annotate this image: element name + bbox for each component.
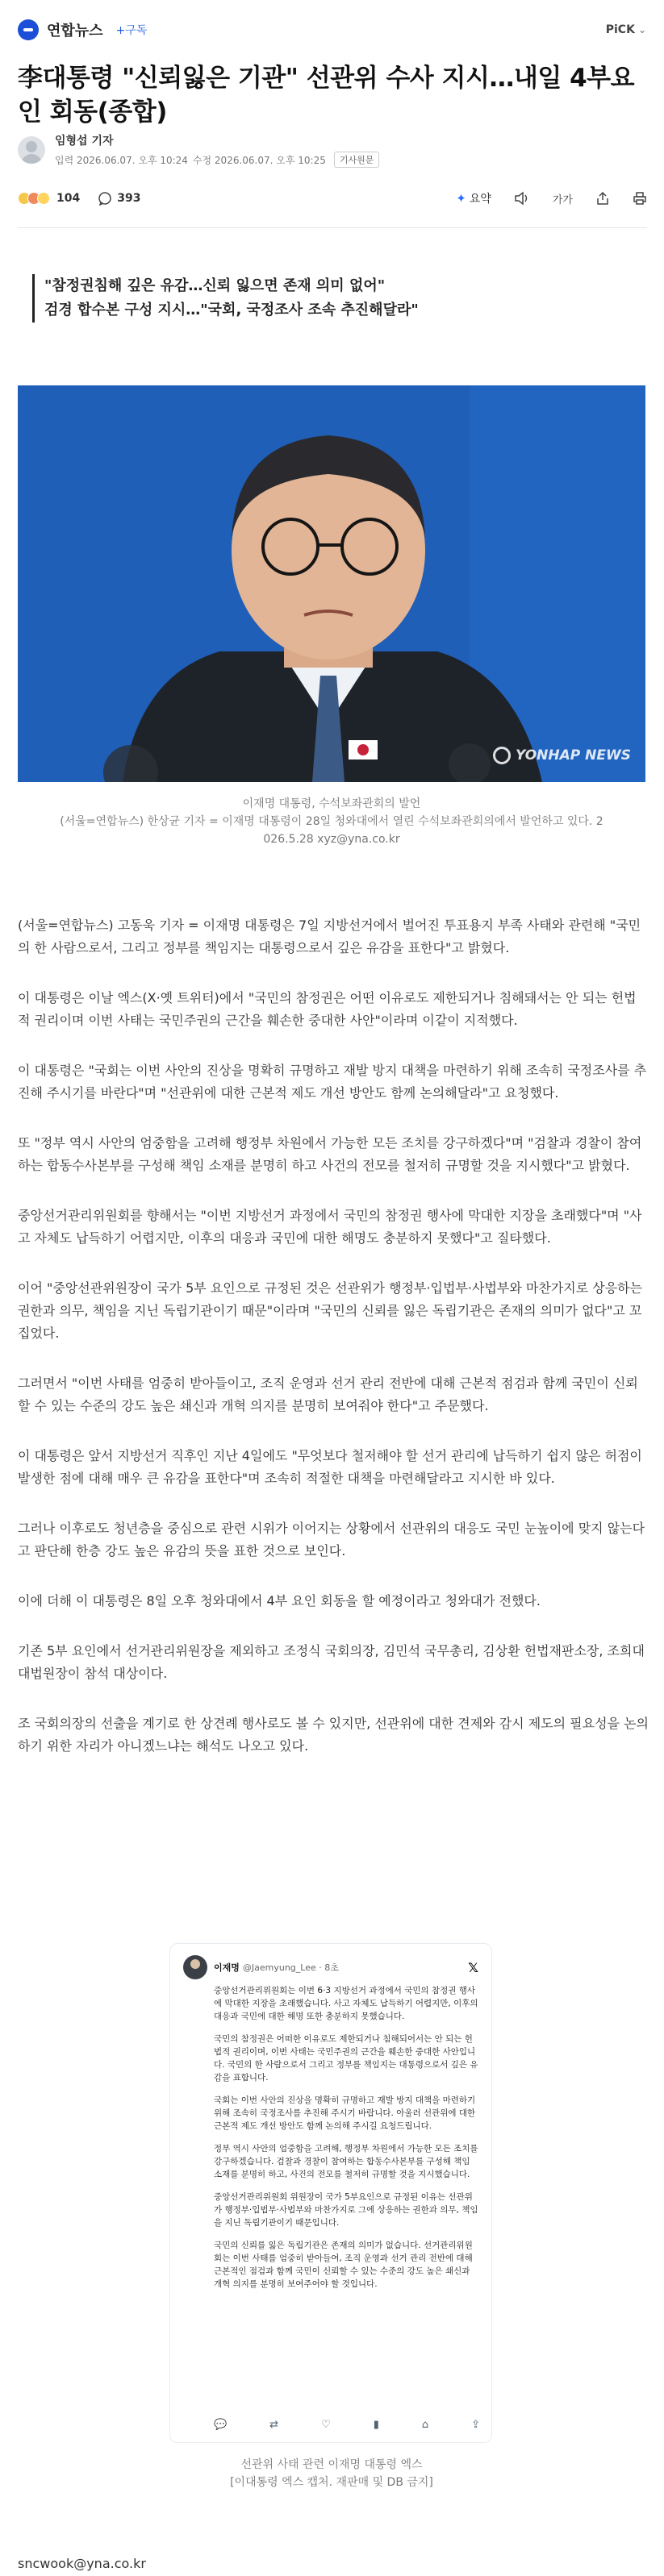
tweet-paragraph: 국회는 이번 사안의 진상을 명확히 규명하고 재발 방지 대책을 마련하기 위해 조속히 국정조사를 추진해 주시기 바랍니다. 아울러 선관위에 대한 근본적 제도 개선 방안도 함께 논의해 주시길 요청드립니다.	[214, 2095, 476, 2131]
subheading-2: 검경 합수본 구성 지시…"국회, 국정조사 조속 추진해달라"	[44, 302, 419, 318]
article-body	[18, 914, 649, 1785]
action-bar	[18, 182, 647, 214]
paragraph: 조 국회의장의 선출을 계기로 한 상견례 행사로도 볼 수 있지만, 선관위에 대한 견제와 감시 제도의 필요성을 논의하기 위한 자리가 아니겠느냐는 해석도 나오고 있다.	[18, 1716, 649, 1754]
tweet-paragraph: 중앙선거관리위원회는 이번 6·3 지방선거 과정에서 국민의 참정권 행사에 막대한 지장을 초래했습니다. 사고 자체도 납득하기 어렵지만, 이후의 대응과 국민에 대한 해명 또한 충분하지 못했습니다.	[214, 1986, 478, 2021]
paragraph: (서울=연합뉴스) 고동욱 기자 = 이재명 대통령은 7일 지방선거에서 벌어진 투표용지 부족 사태와 관련해 "국민의 한 사람으로서, 그리고 정부를 책임지는 대통령으로서 깊은 유감을 표한다"고 밝혔다.	[18, 918, 641, 955]
tweet-author-name: 이재명	[214, 1962, 240, 1973]
press-name[interactable]: 연합뉴스	[47, 23, 103, 40]
comment-icon	[98, 191, 112, 206]
photo-caption-title: 이재명 대통령, 수석보좌관회의 발언	[242, 797, 421, 810]
retweet-icon: ⇄	[269, 2419, 279, 2431]
president-portrait-image	[18, 385, 645, 782]
tweet-share-icon: ⇪	[471, 2419, 480, 2431]
tweet-paragraph: 국민의 신뢰를 잃은 독립기관은 존재의 의미가 없습니다. 선거관리위원회는 이번 사태를 엄중히 받아들여, 조직 운영과 선거 관리 전반에 대해 근본적인 점검과 함께 국민이 신뢰할 수 있는 수준의 강도 높은 쇄신과 개혁 의지를 분명히 보여주어야 할 것입니다.	[214, 2241, 473, 2289]
tweet-caption-line2: [이대통령 엑스 캡처. 재판매 및 DB 금지]	[230, 2476, 433, 2489]
paragraph: 이 대통령은 "국회는 이번 사안의 진상을 명확히 규명하고 재발 방지 대책을 마련하기 위해 조속히 국정조사를 추진해 주시기를 바란다"며 "선관위에 대한 근본적 제도 개선 방안도 함께 논의해달라"고 요청했다.	[18, 1063, 647, 1101]
share-icon[interactable]	[595, 191, 610, 206]
tweet-caption	[18, 2456, 645, 2491]
sparkle-icon: ✦	[456, 191, 466, 206]
article-photo[interactable]	[18, 385, 645, 782]
paragraph: 또 "정부 역시 사안의 엄중함을 고려해 행정부 차원에서 가능한 모든 조치를 강구하겠다"며 "검찰과 경찰이 참여하는 합동수사본부를 구성해 책임 소재를 분명히 하고 사건의 전모를 철저히 규명할 것을 지시했다"고 밝혔다.	[18, 1135, 642, 1173]
comment-count: 393	[117, 192, 141, 205]
reporter-name[interactable]: 임형섭 기자	[55, 135, 114, 148]
watermark-logo-icon	[493, 747, 511, 764]
header-divider	[18, 227, 647, 228]
top-bar	[0, 0, 664, 60]
paragraph: 이 대통령은 이날 엑스(X·옛 트위터)에서 "국민의 참정권은 어떤 이유로도 제한되거나 침해돼서는 안 되는 헌법적 권리이며 이번 사태는 국민주권의 근간을 훼손한 중대한 사안"이라며 이같이 지적했다.	[18, 990, 637, 1028]
bookmark-icon: ⌂	[421, 2419, 429, 2431]
reaction-count: 104	[56, 192, 81, 205]
paragraph: 이에 더해 이 대통령은 8일 오후 청와대에서 4부 요인 회동을 할 예정이라고 청와대가 전했다.	[18, 1593, 541, 1608]
input-time: 입력 2026.06.07. 오후 10:24	[55, 154, 188, 166]
tweet-header	[183, 1955, 478, 1979]
embedded-tweet[interactable]	[169, 1943, 492, 2443]
reporter-email[interactable]: sncwook@yna.co.kr	[18, 2556, 146, 2571]
font-size-button[interactable]: 가가	[552, 194, 573, 206]
paragraph: 그러나 이후로도 청년층을 중심으로 관련 시위가 이어지는 상황에서 선관위의 대응도 국민 눈높이에 맞지 않는다고 판단해 한층 강도 높은 유감의 뜻을 표한 것으로 보인다.	[18, 1521, 645, 1559]
audio-icon[interactable]	[514, 191, 530, 206]
chevron-down-icon: ⌄	[637, 24, 646, 35]
byline	[18, 132, 384, 168]
photo-caption-line2: 026.5.28 xyz@yna.co.kr	[263, 833, 400, 846]
tweet-paragraph: 국민의 참정권은 어떠한 이유로도 제한되거나 침해되어서는 안 되는 헌법적 권리이며, 이번 사태는 국민주권의 근간을 훼손한 중대한 사안입니다. 국민의 한 사람으로서 그리고 정부를 책임지는 대통령으로서 깊은 유감을 표합니다.	[214, 2034, 478, 2083]
comment-button[interactable]	[98, 191, 140, 206]
subheading-1: "참정권침해 깊은 유감…신뢰 잃으면 존재 의미 없어"	[44, 277, 386, 294]
print-icon[interactable]	[633, 191, 647, 206]
article-dates	[55, 152, 384, 168]
views-icon: ▮	[373, 2419, 379, 2431]
tweet-avatar	[183, 1955, 207, 1979]
tweet-handle: @Jaemyung_Lee · 8초	[242, 1962, 339, 1973]
tweet-paragraph: 중앙선거관리위원회 위원장이 국가 5부요인으로 규정된 이유는 선관위가 행정부·입법부·사법부와 마찬가지로 그에 상응하는 권한과 의무, 책임을 지닌 독립기관이기 때문입니다.	[214, 2192, 478, 2228]
reporter-avatar[interactable]	[18, 136, 45, 164]
summary-button[interactable]	[456, 190, 491, 206]
photo-caption	[18, 795, 645, 848]
pick-label: PiCK	[605, 23, 635, 36]
sad-emoji-icon	[37, 192, 50, 205]
paragraph: 그러면서 "이번 사태를 엄중히 받아들이고, 조직 운영과 선거 관리 전반에 대해 근본적 점검과 함께 국민이 신뢰할 수 있는 수준의 강도 높은 쇄신과 개혁 의지를 분명히 보여줘야 한다"고 주문했다.	[18, 1375, 638, 1413]
tweet-body	[183, 1984, 478, 2291]
summary-label: 요약	[469, 193, 491, 206]
subscribe-button[interactable]: +구독	[115, 24, 148, 37]
heart-icon: ♡	[321, 2419, 331, 2431]
modified-time: 수정 2026.06.07. 오후 10:25	[192, 154, 326, 166]
paragraph: 이어 "중앙선관위원장이 국가 5부 요인으로 규정된 것은 선관위가 행정부·입법부·사법부와 마찬가지로 상응하는 권한과 의무, 책임을 지닌 독립기관이기 때문"이라며 "국민의 신뢰를 잃은 독립기관은 존재의 의미가 없다"고 꼬집었다.	[18, 1280, 643, 1341]
article-title: 李대통령 "신뢰잃은 기관" 선관위 수사 지시…내일 4부요인 회동(종합)	[18, 64, 635, 127]
reply-icon: 💬	[214, 2419, 228, 2431]
reaction-button[interactable]	[18, 192, 80, 205]
press-logo-icon[interactable]	[18, 19, 39, 40]
tweet-actions	[214, 2419, 480, 2431]
pick-button[interactable]	[606, 23, 646, 36]
yonhap-watermark	[493, 747, 631, 764]
watermark-text: YONHAP NEWS	[516, 747, 631, 764]
paragraph: 중앙선거관리위원회를 향해서는 "이번 지방선거 과정에서 국민의 참정권 행사에 막대한 지장을 초래했다"며 "사고 자체도 납득하기 어렵지만, 이후의 대응과 국민에 대한 해명도 충분하지 못했다"고 질타했다.	[18, 1208, 642, 1246]
original-article-button[interactable]: 기사원문	[334, 152, 380, 168]
photo-caption-line1: (서울=연합뉴스) 한상균 기자 = 이재명 대통령이 28일 청와대에서 열린 수석보좌관회의에서 발언하고 있다. 2	[60, 815, 603, 828]
tweet-paragraph: 정부 역시 사안의 엄중함을 고려해, 행정부 차원에서 가능한 모든 조치를 강구하겠습니다. 검찰과 경찰이 참여하는 합동수사본부를 구성해 책임 소재를 분명히 하고, 사건의 전모를 철저히 규명할 것을 지시했습니다.	[214, 2144, 478, 2179]
paragraph: 기존 5부 요인에서 선거관리위원장을 제외하고 조정식 국회의장, 김민석 국무총리, 김상환 헌법재판소장, 조희대 대법원장이 참석 대상이다.	[18, 1643, 645, 1681]
article-subheadings	[32, 274, 419, 323]
paragraph: 이 대통령은 앞서 지방선거 직후인 지난 4일에도 "무엇보다 철저해야 할 선거 관리에 납득하기 쉽지 않은 허점이 발생한 점에 대해 매우 큰 유감을 표한다"며 조속히 적절한 대책을 마련해달라고 지시한 바 있다.	[18, 1448, 642, 1486]
x-logo-icon: 𝕏	[468, 1959, 478, 1975]
tweet-caption-line1: 선관위 사태 관련 이재명 대통령 엑스	[240, 2458, 423, 2471]
